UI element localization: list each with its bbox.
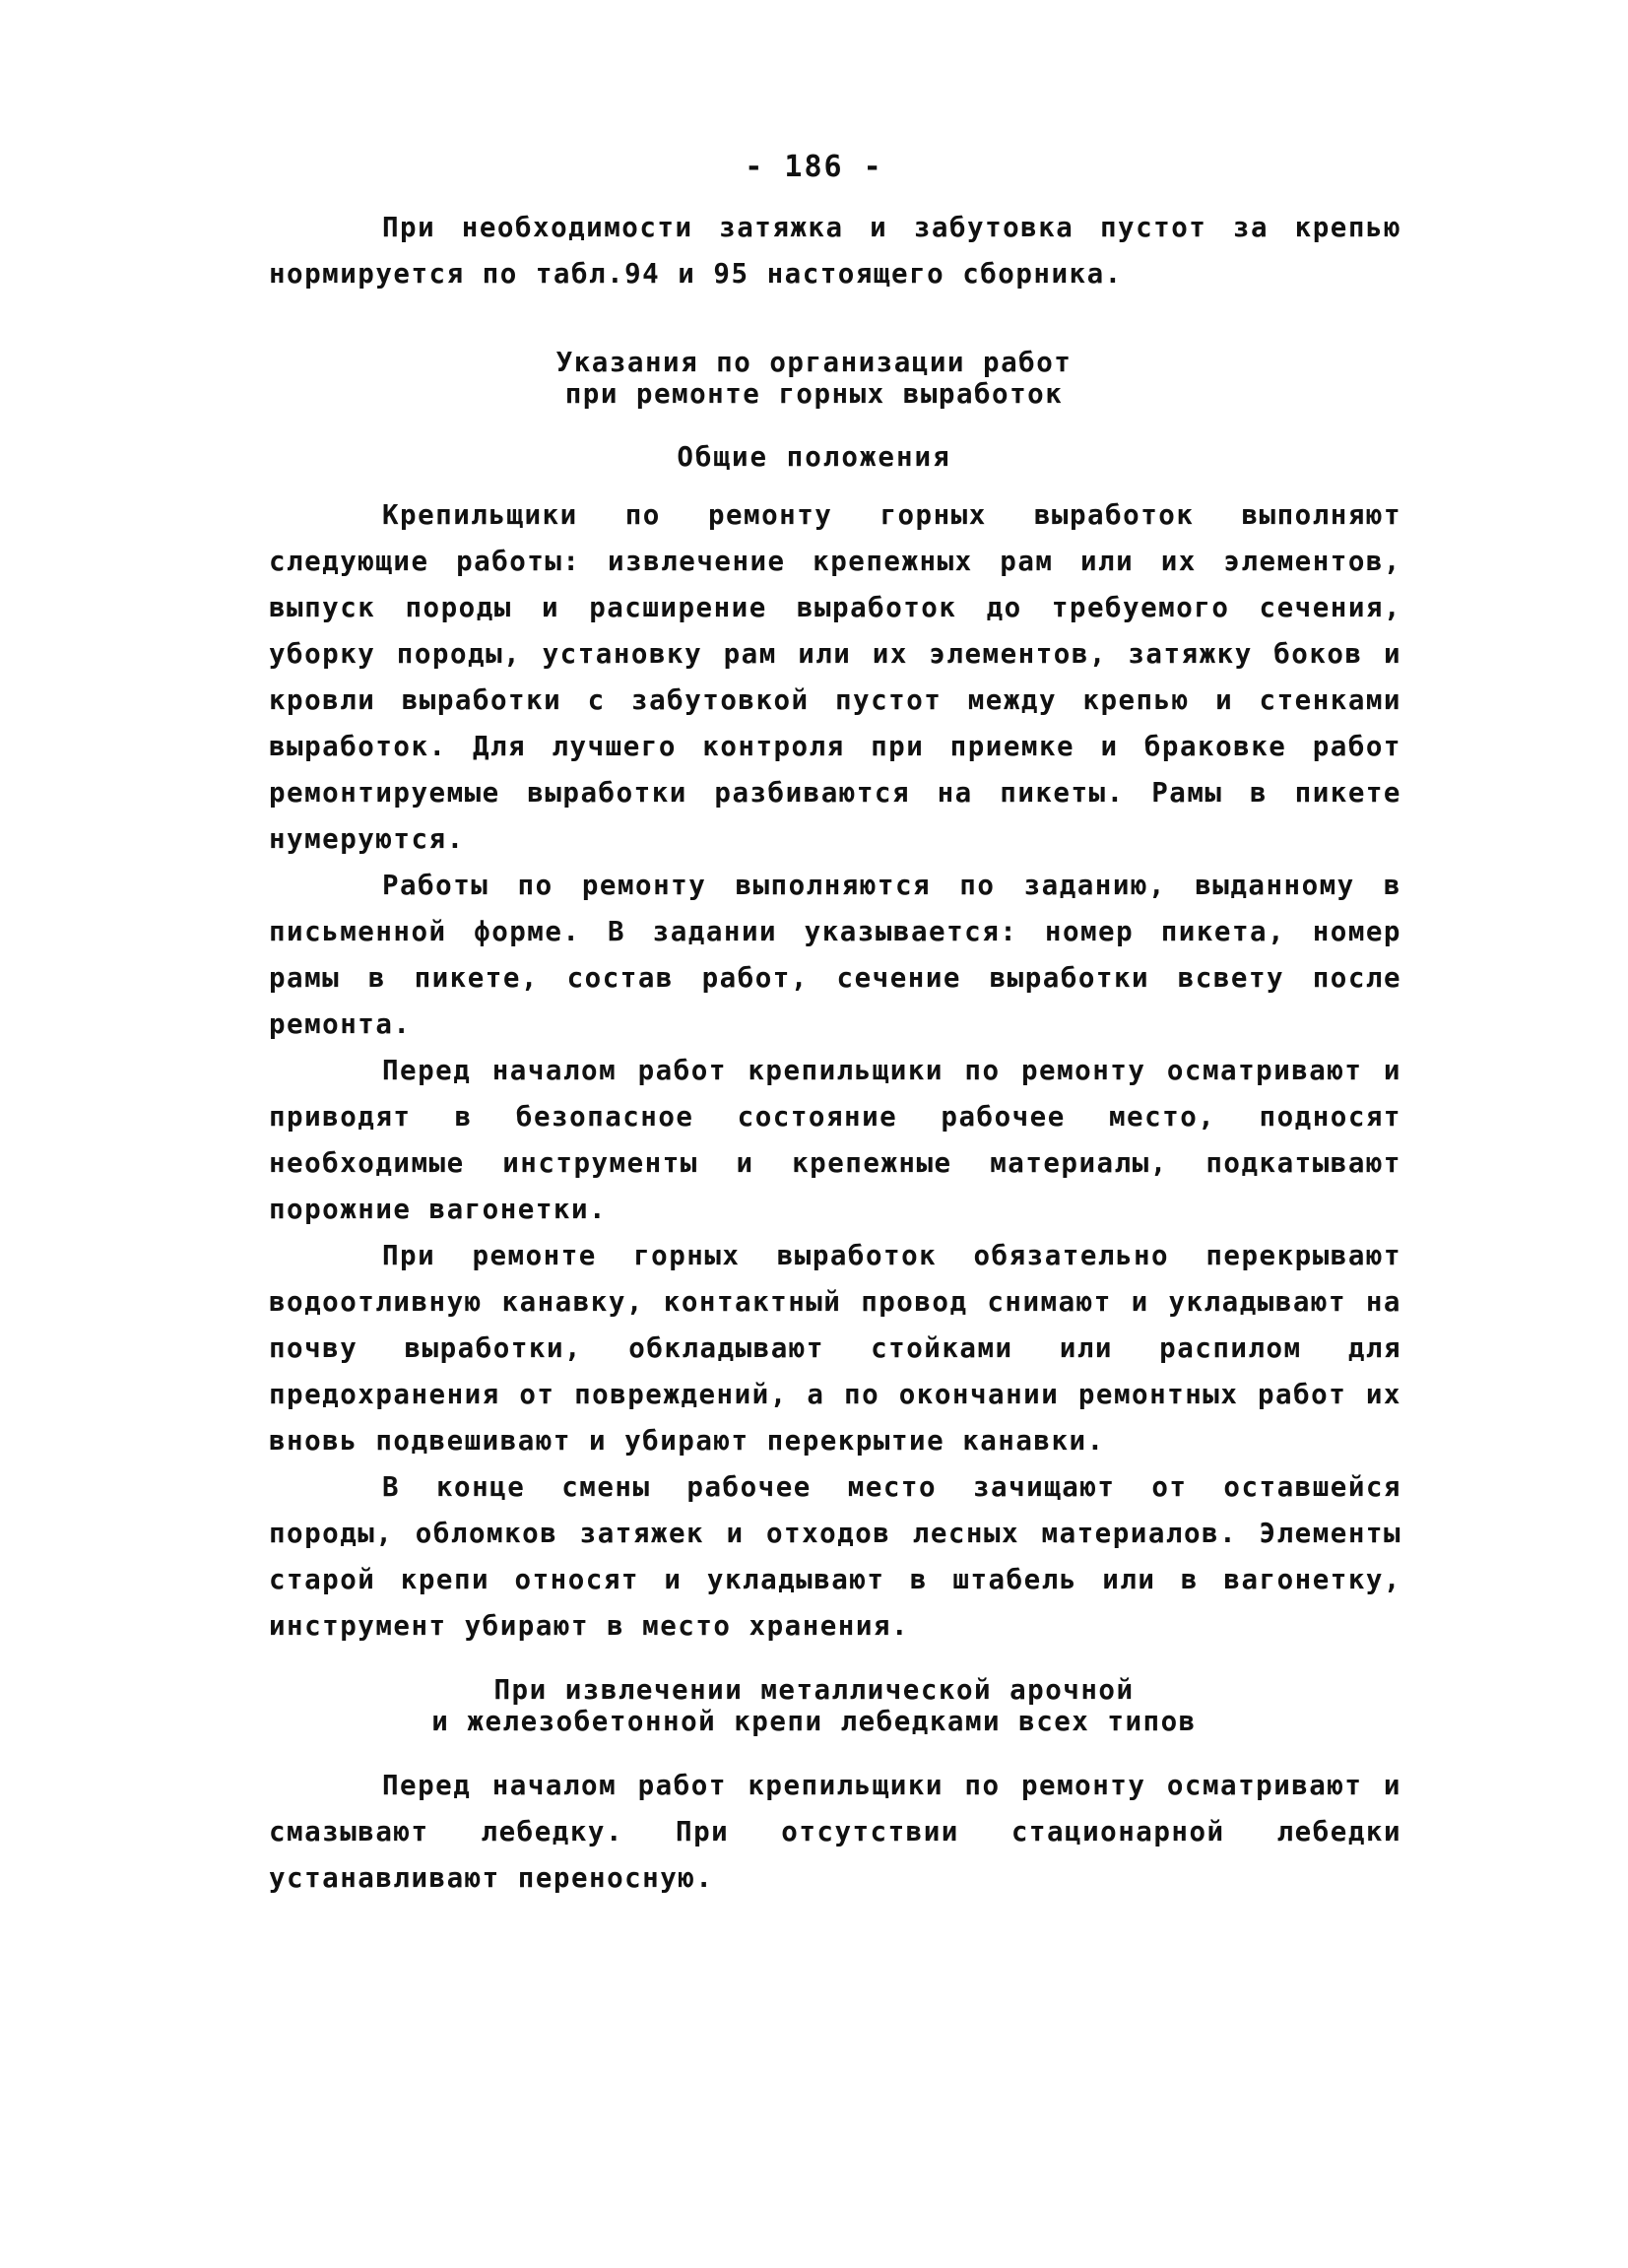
section1-paragraph: Перед началом работ крепильщики по ремонту осматривают и приводят в безопасное состояние рабочее место, подносят необходимые инструменты и крепежные материалы, подкатывают порожние вагонетки. — [269, 1055, 1401, 1225]
section1-paragraph: Работы по ремонту выполняются по заданию, выданному в письменной форме. В задании указывается: номер пикета, номер рамы в пикете, состав работ, сечение выработки всвету после ремонта. — [269, 870, 1401, 1040]
intro-paragraph: При необходимости затяжка и забутовка пустот за крепью нормируется по табл.94 и 95 настоящего сборника. — [269, 212, 1401, 290]
section1-paragraph: В конце смены рабочее место зачищают от оставшейся породы, обломков затяжек и отходов лесных материалов. Элементы старой крепи относят и укладывают в штабель или в вагонетку, инструмент убирают в место хранения. — [269, 1471, 1401, 1642]
section2-title-line2: и железобетонной крепи лебедками всех типов — [431, 1706, 1197, 1737]
section1-title-line1: Указания по организации работ — [555, 347, 1073, 378]
section1-subtitle: Общие положения — [677, 441, 951, 473]
section2-heading — [0, 1674, 1628, 1737]
section1-body — [269, 492, 1401, 1650]
section1-paragraph: Крепильщики по ремонту горных выработок выполняют следующие работы: извлечение крепежных рам или их элементов, выпуск породы и расширение выработок до требуемого сечения, уборку породы, установку рам или их элементов, затяжку боков и кровли выработки с забутовкой пустот между крепью и стенками выработок. Для лучшего контроля при приемке и браковке работ ремонтируемые выработки разбиваются на пикеты. Рамы в пикете нумеруются. — [269, 499, 1401, 855]
intro-paragraph-block — [269, 205, 1401, 297]
section1-title-line2: при ремонте горных выработок — [564, 378, 1064, 410]
section2-title-line1: При извлечении металлической арочной — [493, 1674, 1135, 1706]
section2-body — [269, 1763, 1401, 1902]
section2-paragraph: Перед началом работ крепильщики по ремонту осматривают и смазывают лебедку. При отсутствии стационарной лебедки устанавливают переносную. — [269, 1770, 1401, 1894]
section1-paragraph: При ремонте горных выработок обязательно перекрывают водоотливную канавку, контактный провод снимают и укладывают на почву выработки, обкладывают стойками или распилом для предохранения от повреждений, а по окончании ремонтных работ их вновь подвешивают и убирают перекрытие канавки. — [269, 1240, 1401, 1457]
section1-heading — [0, 347, 1628, 410]
page-number: - 186 - — [745, 150, 883, 184]
